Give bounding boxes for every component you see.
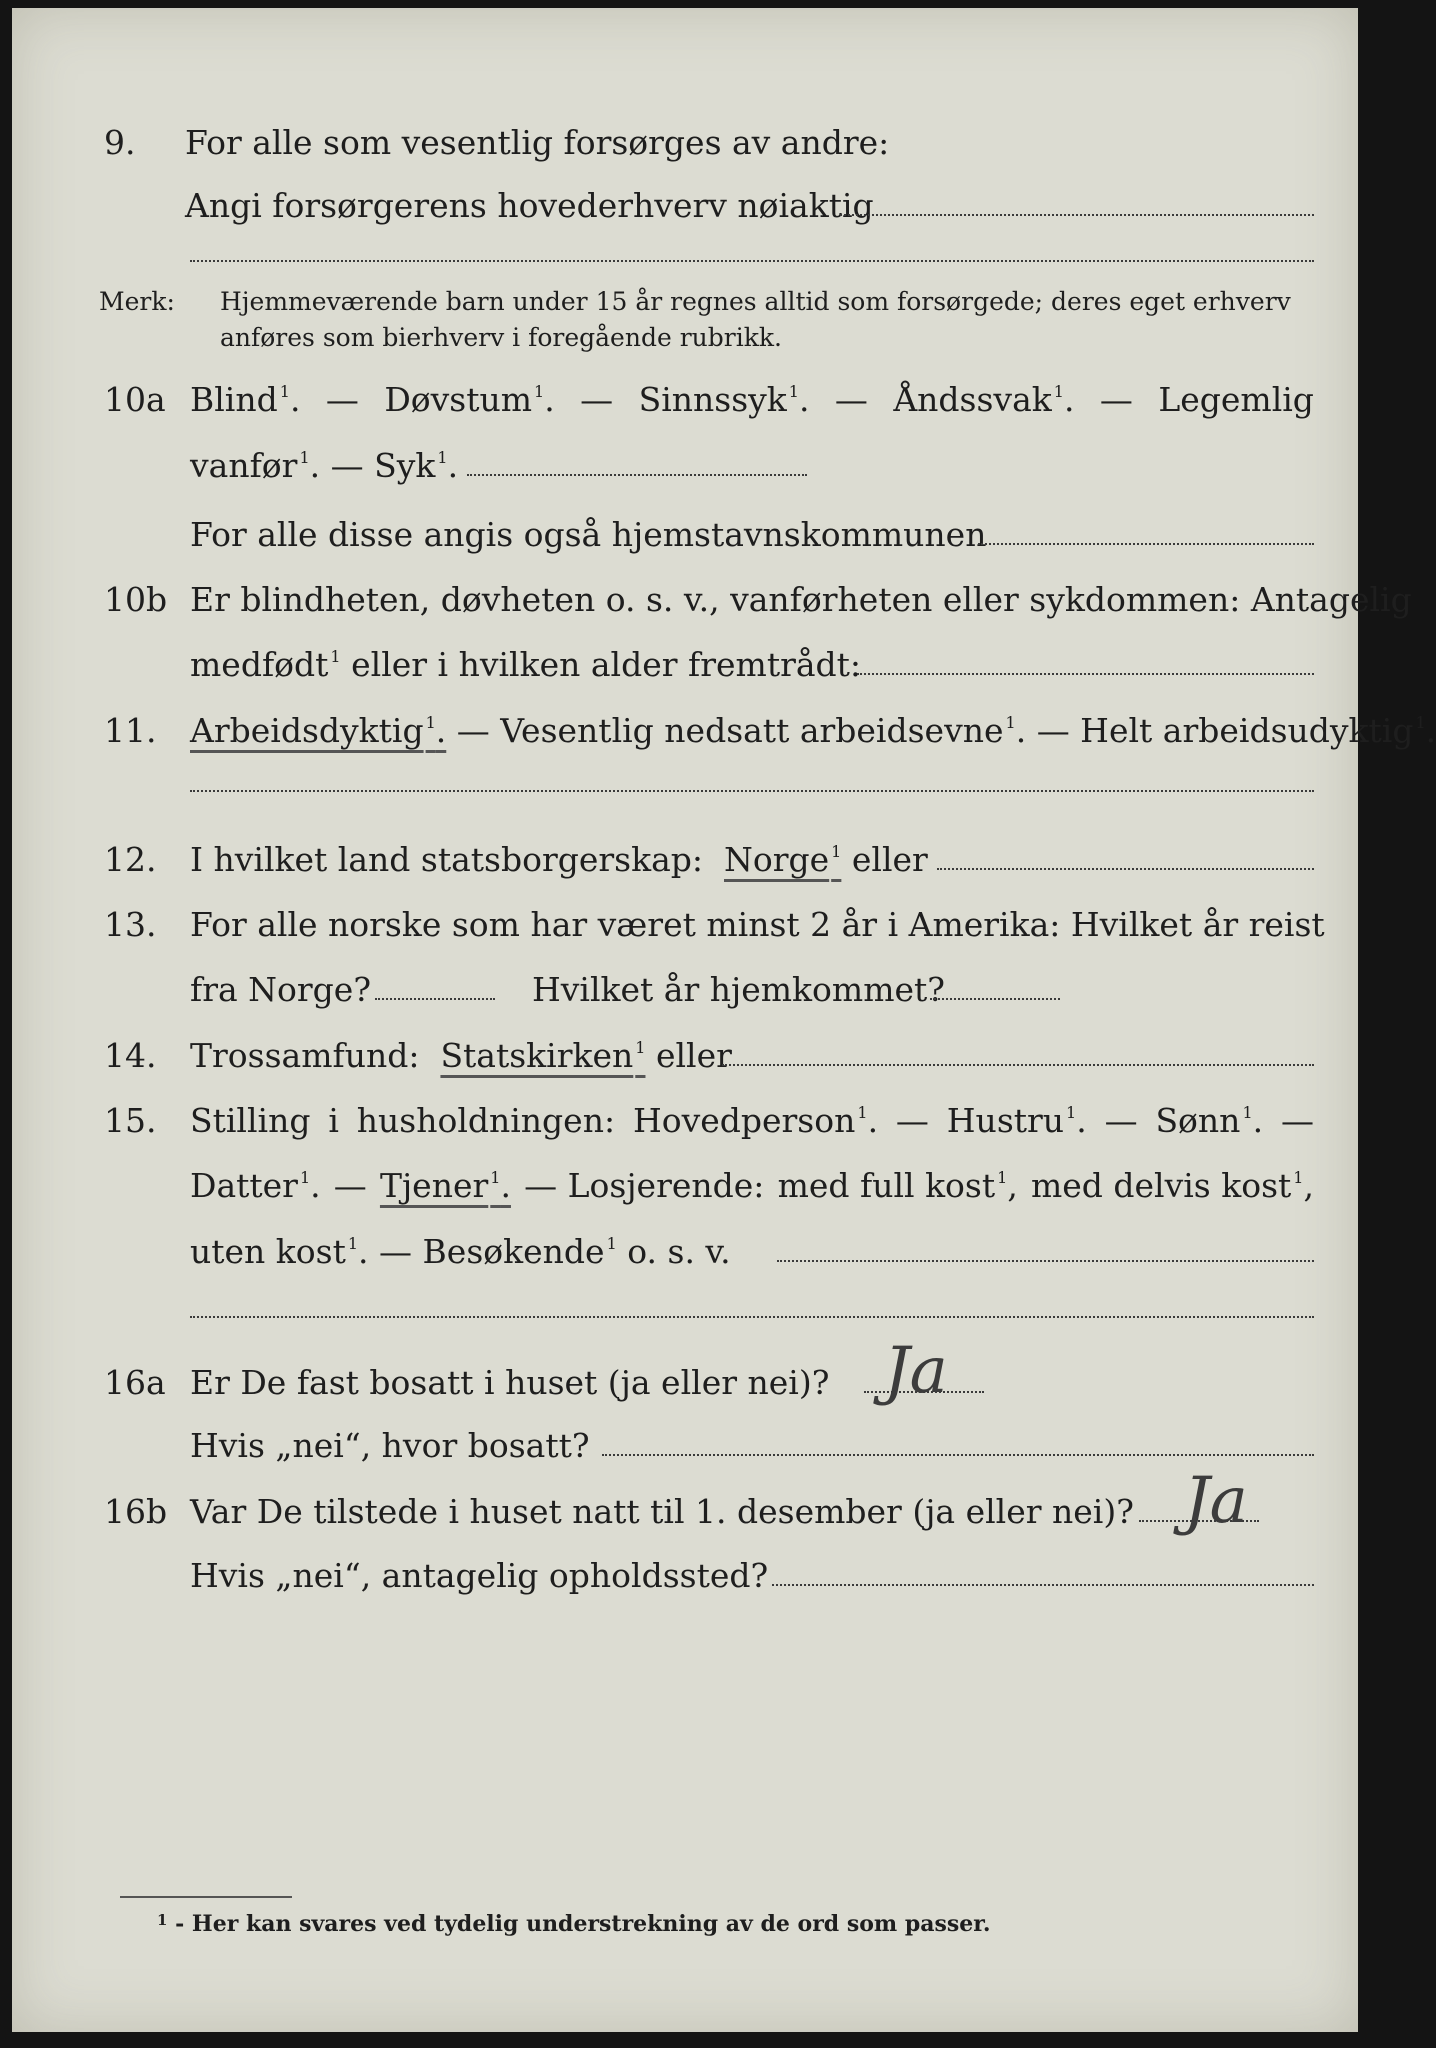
q16b-handwritten-answer: Ja [1184, 1464, 1248, 1538]
q15-options-2: Datter $^1$. — Tjener $^1$. — Losjerende: med full kost $^1$, med delvis kost $^1$, [190, 1166, 1314, 1205]
q16b-place-label: Hvis „nei“, antagelig opholdssted? [190, 1556, 769, 1595]
q9-extra-line[interactable] [190, 260, 1314, 262]
q9-text: For alle som vesentlig forsørges av andre: [185, 123, 890, 162]
footnote-text: Her kan svares ved tydelig understrekning av de ord som passer. [191, 1911, 991, 1937]
q16a-row-1 [12, 1353, 1358, 1403]
dash: — [580, 380, 614, 419]
q9-provider-field[interactable] [840, 214, 1314, 216]
q9-provider-label: Angi forsørgerens hovederhverv nøiaktig [185, 186, 874, 225]
opt-nedsatt[interactable]: — Vesentlig nedsatt arbeidsevne $^1$. [456, 711, 1027, 750]
q16b-number: 16b [104, 1492, 168, 1531]
merk-text-2: anføres som bierhverv i foregående rubrikk. [220, 323, 782, 352]
dash: — [834, 380, 868, 419]
q15-options-3: uten kost $^1$. — Besøkende $^1$ o. s. v. [190, 1232, 731, 1271]
q10a-row-3 [12, 505, 1358, 555]
q16b-row-1 [12, 1482, 1358, 1532]
q16b-row-2 [12, 1546, 1358, 1596]
footnote-rule [120, 1896, 292, 1898]
q15-number: 15. [104, 1101, 157, 1140]
q11-row [12, 701, 1436, 751]
opt-statskirken[interactable]: Statskirken $^1$ [440, 1036, 646, 1075]
opt-udyktig[interactable]: — Helt arbeidsudyktig $^1$. [1036, 711, 1436, 750]
opt-medfodt[interactable]: medfødt $^1$ [190, 645, 341, 684]
q11-options [190, 711, 1436, 750]
q10a-row-1 [12, 370, 1358, 420]
q13-return-field[interactable] [930, 998, 1060, 1000]
opt-vanfor[interactable]: vanfør $^1$. [190, 446, 321, 485]
q9-row-1 [12, 113, 1358, 163]
q10a-number: 10a [104, 380, 166, 419]
q13-text: For alle norske som har været minst 2 år i Amerika: Hvilket år reist [190, 905, 1325, 944]
q12-text: I hvilket land statsborgerskap: Norge $^1$ eller [190, 840, 928, 879]
q15-extra-line[interactable] [190, 1316, 1314, 1318]
q16a-where-field[interactable] [602, 1454, 1314, 1456]
q16a-text: Er De fast bosatt i huset (ja eller nei)? [190, 1363, 830, 1402]
q16a-number: 16a [104, 1363, 166, 1402]
opt-legemlig[interactable]: Legemlig [1158, 380, 1314, 419]
q16b-text: Var De tilstede i huset natt til 1. desember (ja eller nei)? [190, 1492, 1134, 1531]
q13-left-field[interactable] [375, 998, 495, 1000]
opt-besokende[interactable]: — Besøkende $^1$ [379, 1232, 617, 1271]
opt-delvis-kost[interactable]: med delvis kost $^1$, [1030, 1166, 1314, 1205]
opt-blind[interactable]: Blind $^1$. [190, 380, 301, 419]
q10a-home-label: For alle disse angis også hjemstavnskommunen [190, 515, 987, 554]
q10b-age-field[interactable] [857, 673, 1314, 675]
q16b-place-field[interactable] [772, 1584, 1314, 1586]
opt-andssvak[interactable]: Åndssvak $^1$. [893, 380, 1075, 419]
q12-row [12, 830, 1358, 880]
q11-number: 11. [104, 711, 157, 750]
opt-sinnssyk[interactable]: Sinnssyk $^1$. [638, 380, 810, 419]
q10b-number: 10b [104, 580, 168, 619]
q10a-options [190, 380, 1314, 419]
q14-number: 14. [104, 1036, 157, 1075]
dash: — [325, 380, 359, 419]
q12-number: 12. [104, 840, 157, 879]
opt-uten-kost[interactable]: uten kost $^1$. [190, 1232, 369, 1271]
q13-row-1 [12, 895, 1358, 945]
q9-row-2 [12, 176, 1358, 226]
merk-row-1 [12, 278, 1358, 318]
q15-row-3 [12, 1222, 1358, 1272]
q11-extra-line[interactable] [190, 790, 1314, 792]
q13-row-2 [12, 960, 1358, 1010]
q13-left-label: fra Norge? [190, 970, 372, 1009]
dash: — [1099, 380, 1133, 419]
opt-arbeidsdyktig[interactable]: Arbeidsdyktig $^1$. [190, 711, 447, 750]
opt-hovedperson[interactable]: Hovedperson $^1$. [632, 1101, 879, 1140]
opt-datter[interactable]: Datter $^1$. [190, 1166, 321, 1205]
q14-faith-field[interactable] [722, 1064, 1314, 1066]
q10a-home-field[interactable] [978, 543, 1314, 545]
merk-row-2 [12, 314, 1358, 354]
q16a-row-2 [12, 1416, 1358, 1466]
opt-dovstum[interactable]: Døvstum $^1$. [384, 380, 555, 419]
merk-text-1: Hjemmeværende barn under 15 år regnes alltid som forsørgede; deres eget erhverv [220, 287, 1291, 316]
q10b-age-label: eller i hvilken alder fremtrådt: [351, 645, 862, 684]
q14-text: Trossamfund: Statskirken $^1$ eller [190, 1036, 732, 1075]
q10b-line-2 [190, 645, 862, 684]
opt-sonn[interactable]: Sønn $^1$. [1155, 1101, 1264, 1140]
q16a-handwritten-answer: Ja [884, 1334, 948, 1408]
opt-tjener[interactable]: Tjener $^1$. [379, 1166, 511, 1205]
q15-row-2 [12, 1156, 1358, 1206]
census-form-page [12, 8, 1436, 2032]
q15-row-1 [12, 1091, 1358, 1141]
opt-syk[interactable]: — Syk $^1$. [330, 446, 459, 485]
q10a-syk-field[interactable] [467, 474, 807, 476]
merk-label: Merk: [99, 287, 175, 316]
opt-full-kost[interactable]: med full kost $^1$, [777, 1166, 1018, 1205]
q13-return-label: Hvilket år hjemkommet? [532, 970, 945, 1009]
opt-norge[interactable]: Norge $^1$ [724, 840, 842, 879]
q13-number: 13. [104, 905, 157, 944]
footnote-marker: 1 [157, 1911, 168, 1929]
q9-number: 9. [104, 123, 136, 162]
q12-country-field[interactable] [937, 868, 1314, 870]
q10b-text: Er blindheten, døvheten o. s. v., vanførheten eller sykdommen: Antagelig [190, 580, 1412, 619]
q14-row [12, 1026, 1358, 1076]
q10b-row-1 [12, 570, 1412, 620]
q10b-row-2 [12, 635, 1358, 685]
q15-options-1: Stilling i husholdningen: Hovedperson $^1$. — Hustru $^1$. — Sønn $^1$. — [190, 1101, 1314, 1140]
opt-hustru[interactable]: Hustru $^1$. [946, 1101, 1087, 1140]
footnote: $^1$ - Her kan svares ved tydelig understrekning av de ord som passer. [157, 1911, 991, 1937]
q10a-row-2 [12, 436, 1358, 486]
q10a-line-2 [190, 446, 459, 485]
q16a-where-label: Hvis „nei“, hvor bosatt? [190, 1426, 590, 1465]
q15-other-field[interactable] [777, 1260, 1314, 1262]
